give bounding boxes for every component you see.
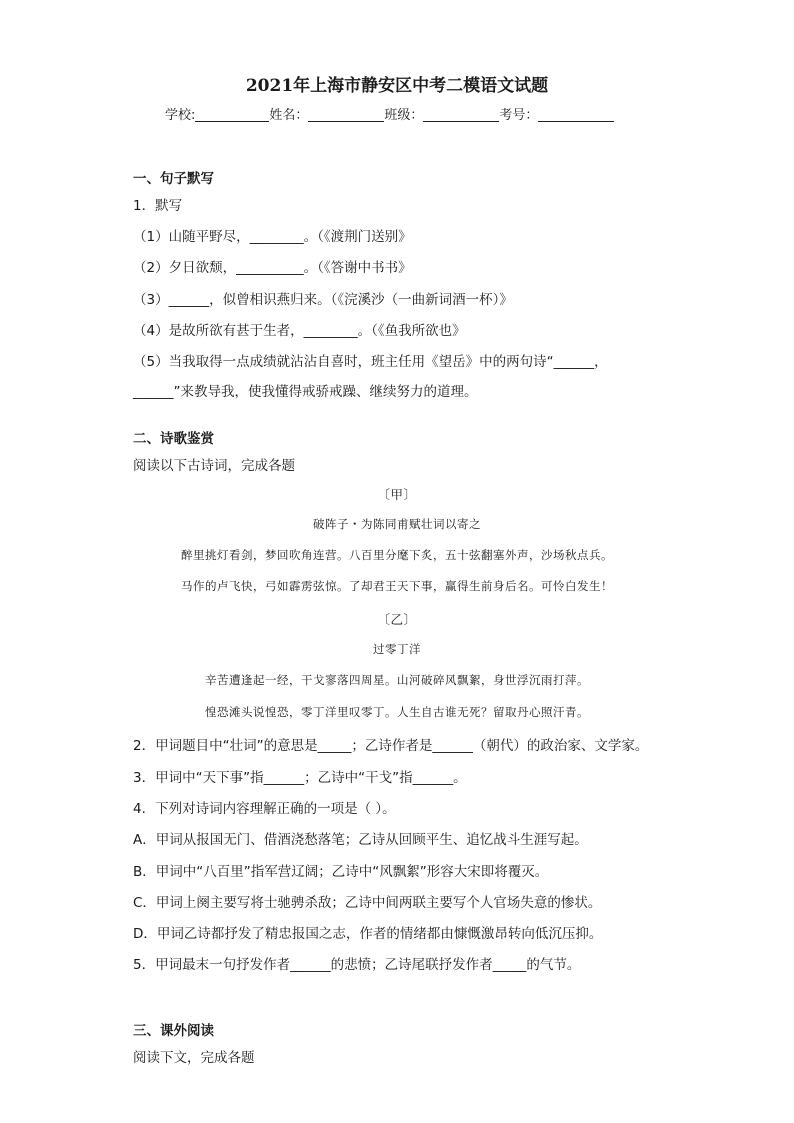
student-info-line (165, 104, 614, 123)
poem-yi-title: 过零丁洋 (373, 642, 421, 656)
section-heading-1: 一、句子默写 (133, 171, 214, 187)
question-4: 4．下列对诗词内容理解正确的一项是（ ）。 (133, 801, 396, 817)
poem-jia-line-1: 醉里挑灯看剑，梦回吹角连营。八百里分麾下炙，五十弦翻塞外声，沙场秋点兵。 (181, 548, 613, 562)
question-1-item-1: （1）山随平野尽，________。（《渡荆门送别》 (133, 229, 412, 245)
poem-yi-line-2: 惶恐滩头说惶恐，零丁洋里叹零丁。人生自古谁无死？留取丹心照汗青。 (205, 705, 589, 719)
option-b: B．甲词中“八百里”指军营辽阔；乙诗中“风飘絮”形容大宋即将覆灭。 (133, 864, 549, 880)
poem-jia-title: 破阵子・为陈同甫赋壮词以寄之 (313, 517, 481, 531)
question-3: 3．甲词中“天下事”指______；乙诗中“干戈”指______。 (133, 770, 467, 786)
section-heading-3: 三、课外阅读 (133, 1023, 214, 1039)
question-5: 5．甲词最末一句抒发作者______的悲愤；乙诗尾联抒发作者_____的气节。 (133, 957, 581, 973)
question-1-item-4: （4）是故所欲有甚于生者，________。（《鱼我所欲也》 (133, 323, 466, 339)
question-1-label: 1．默写 (133, 198, 183, 214)
question-2: 2．甲词题目中“壮词”的意思是_____；乙诗作者是______（朝代）的政治家、文学家。 (133, 738, 649, 754)
poem-jia-label: 〔甲〕 (377, 487, 417, 502)
class-blank (423, 107, 499, 122)
question-1-item-5: （5）当我取得一点成绩就沾沾自喜时，班主任用《望岳》中的两句诗“______， (133, 354, 608, 370)
poem-yi-line-1: 辛苦遭逢起一经，干戈寥落四周星。山河破碎风飘絮，身世浮沉雨打萍。 (205, 673, 589, 687)
name-label: 姓名： (269, 108, 309, 123)
number-blank (538, 107, 614, 122)
poem-yi-label: 〔乙〕 (377, 612, 417, 627)
school-blank (195, 107, 269, 122)
page-title: 2021年上海市静安区中考二模语文试题 (245, 76, 549, 96)
option-c: C．甲词上阕主要写将士驰骋杀敌；乙诗中间两联主要写个人官场失意的惨状。 (133, 895, 602, 911)
reading-intro: 阅读下文，完成各题 (133, 1050, 255, 1066)
poem-jia-line-2: 马作的卢飞快，弓如霹雳弦惊。了却君王天下事，赢得生前身后名。可怜白发生！ (181, 579, 613, 593)
class-label: 班级： (384, 108, 424, 123)
section-heading-2: 二、诗歌鉴赏 (133, 431, 214, 447)
question-1-item-2: （2）夕日欲颓，__________。（《答谢中书书》 (133, 260, 412, 276)
school-label: 学校: (165, 108, 196, 123)
option-a: A．甲词从报国无门、借酒浇愁落笔；乙诗从回顾平生、追忆战斗生涯写起。 (133, 832, 588, 848)
question-1-item-5-cont: ______”来教导我，使我懂得戒骄戒躁、继续努力的道理。 (133, 384, 478, 400)
name-blank (308, 107, 384, 122)
poetry-intro: 阅读以下古诗词，完成各题 (133, 458, 295, 474)
question-1-item-3: （3）______，似曾相识燕归来。（《浣溪沙（一曲新词酒一杯）》 (133, 292, 513, 308)
number-label: 考号： (499, 108, 539, 123)
option-d: D．甲词乙诗都抒发了精忠报国之志，作者的情绪都由慷慨激昂转向低沉压抑。 (133, 926, 603, 942)
